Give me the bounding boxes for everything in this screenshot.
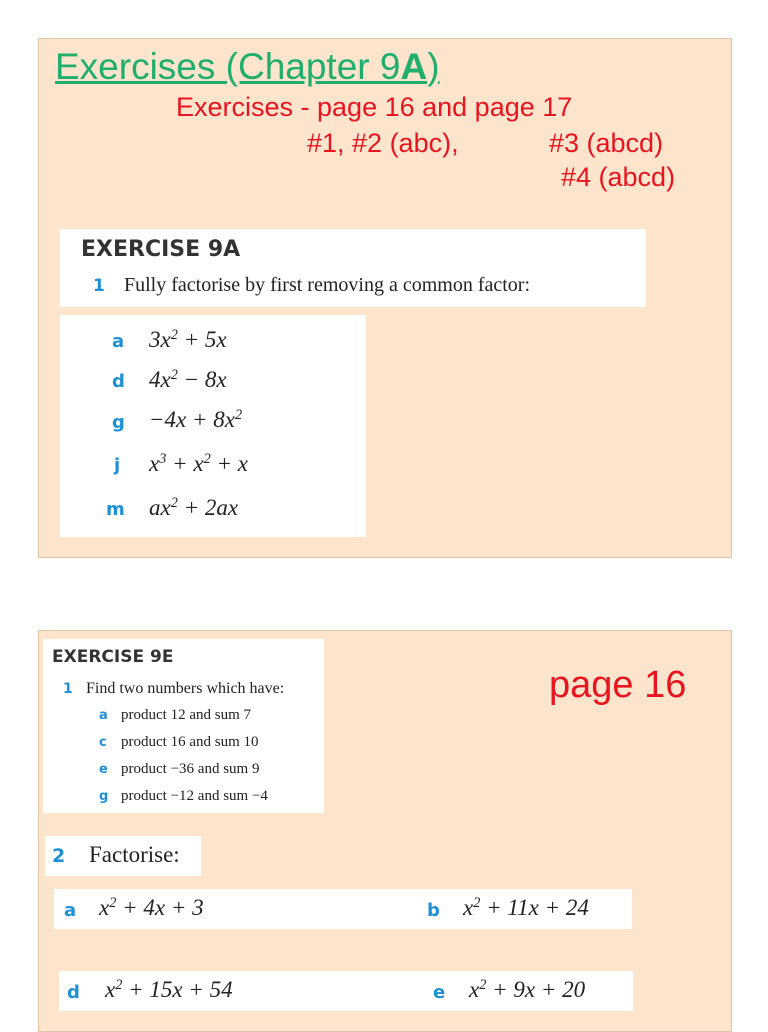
item-label: e — [99, 762, 108, 777]
question2-row-2 — [59, 971, 633, 1011]
item-text: product −36 and sum 9 — [121, 761, 260, 777]
item-text: product 12 and sum 7 — [121, 707, 251, 723]
exercise-9a-items-card — [60, 315, 366, 537]
question-number: 1 — [93, 276, 105, 296]
item-label: m — [106, 499, 125, 520]
slide-exercise-9e — [38, 630, 732, 1032]
item-label: g — [112, 412, 125, 433]
item-expression: $x^3 + x^2 + x$ — [149, 451, 248, 476]
slide-title: Exercises (Chapter 9A) — [55, 46, 440, 87]
item-expression: $4x^2 - 8x$ — [149, 367, 227, 392]
item-expression: $x^2 + 9x + 20$ — [469, 977, 586, 1002]
assignment-line-1: Exercises - page 16 and page 17 — [176, 92, 573, 122]
question-number: 1 — [63, 681, 73, 697]
item-expression: $x^2 + 15x + 54$ — [105, 977, 233, 1002]
item-expression: $x^2 + 11x + 24$ — [463, 895, 589, 920]
question2-header-card — [45, 836, 201, 876]
assignment-line-2b: #3 (abcd) — [549, 128, 664, 158]
question2-row-1 — [54, 889, 632, 929]
item-label: a — [112, 331, 125, 352]
item-text: product 16 and sum 10 — [121, 734, 259, 750]
exercise-9e-question1-card — [43, 639, 324, 813]
item-label: c — [99, 735, 107, 750]
exercise-heading: EXERCISE 9A — [81, 237, 241, 262]
item-label: d — [67, 982, 80, 1003]
item-label: a — [99, 708, 108, 723]
item-label: a — [64, 900, 77, 921]
page-label: page 16 — [549, 664, 687, 706]
item-label: d — [112, 371, 125, 392]
item-text: product −12 and sum −4 — [121, 788, 268, 804]
question-text: Fully factorise by first removing a common factor: — [124, 274, 531, 296]
question-text: Factorise: — [89, 842, 180, 867]
item-expression: $-4x + 8x^2$ — [149, 407, 243, 432]
item-expression: $x^2 + 4x + 3$ — [99, 895, 204, 920]
item-expression: $ax^2 + 2ax$ — [149, 495, 239, 520]
item-label: g — [99, 789, 109, 804]
slide-chapter-9a — [38, 38, 732, 558]
assignment-line-2a: #1, #2 (abc), — [307, 128, 459, 158]
question-text: Find two numbers which have: — [86, 680, 285, 697]
item-label: b — [427, 900, 440, 921]
exercise-9a-header-card — [60, 229, 646, 307]
item-label: j — [114, 455, 121, 476]
item-expression: $3x^2 + 5x$ — [149, 327, 227, 352]
assignment-line-3: #4 (abcd) — [561, 162, 676, 192]
exercise-heading: EXERCISE 9E — [52, 647, 174, 667]
item-label: e — [433, 982, 446, 1003]
question-number: 2 — [52, 845, 66, 867]
